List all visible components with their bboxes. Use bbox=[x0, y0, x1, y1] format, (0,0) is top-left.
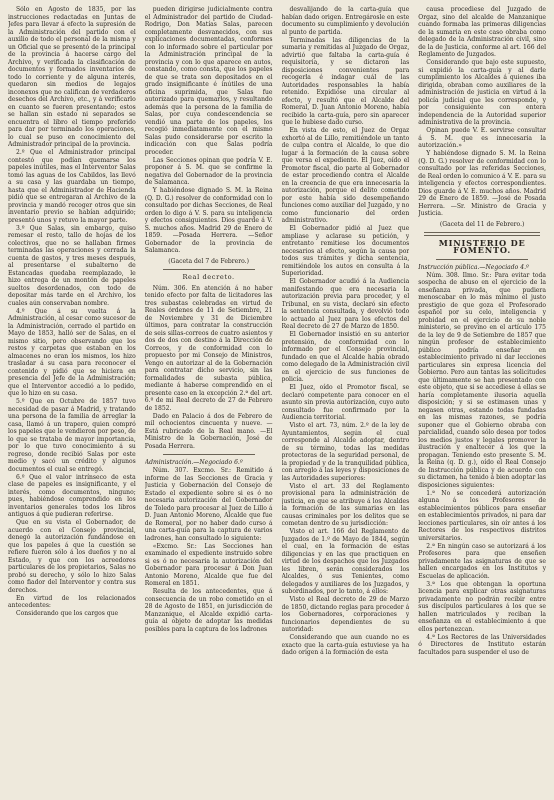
paragraph: Considerando que los cargos que bbox=[16, 610, 119, 617]
paragraph: Considerando que aun cuando no es exacto que la carta-guía estuviese ya ha dado origen á la formación de esta bbox=[281, 634, 410, 656]
paragraph: desvalijando de la carta-guía que habían dado origen. Entregárosle en este documento su cumplimiento y devolución al punto de partida. bbox=[281, 6, 410, 36]
section-label bbox=[145, 459, 273, 467]
column-3 bbox=[282, 6, 410, 800]
paragraph: Visto el art. 166 del Reglamento de Juzgados de 1.º de Mayo de 1844, según el cual, en la formación de estas diligencias y en las que practiquen en virtud de los despachos que los Juzgados les libren, serán considerados los Alcaldes, ó sus Tenientes, como delegados y auxiliares de los Juzgados, y subordinados, por lo tanto, á ellos: bbox=[281, 528, 410, 595]
paragraph: Núm. 307. Excmo. Sr.: Remitido á informe de las Secciones de Gracia y Justicia y Gobernación del Consejo de Estado el expediente sobre si es ó no necesaria autorización del Gobernador de Toledo para procesar al Juez de Lillo á D. Juan Antonio Moreno, Alcalde que fue de Romeral, por no haber dado curso á una carta-guía para la captura de varios ladrones, han consultado lo siguiente: bbox=[144, 467, 273, 542]
paragraph: Y habiéndose dignado S. M. la Reina (Q. D. G.) resolver de conformidad con lo consultado por las referidas Secciones, de Real orden lo comunico á V. E. para su inteligencia y efectos correspondientes. Dios guarde á V. E. muchos años. Madrid 29 de Enero de 1859. —José de Posada Herrera. —Sr. Ministro de Gracia y Justicia. bbox=[418, 150, 546, 217]
paragraph: 3.ª Los que obtengan la oportuna licencia para explicar otras asignaturas privadamente no podrán recibir entre sus discípulos particulares á los que se hallen matriculados y reciban la enseñanza en el establecimiento á que ellos pertenezcan. bbox=[418, 580, 546, 633]
section-label-text: Administración.—Negociado 6.º bbox=[144, 459, 243, 466]
paragraph: 1.ª No se concederá autorización alguna á los Profesores de establecimientos públicos para enseñar en establecimientos privados, ni para dar lecciones particulares, sin oír antes á los Rectores de los respectivos distritos universitarios. bbox=[418, 489, 546, 542]
separator-rule bbox=[436, 259, 528, 260]
gazette-date-note: (Gaceta del 11 de Febrero.) bbox=[439, 220, 525, 228]
ministry-heading: MINISTERIO DE FOMENTO. bbox=[438, 237, 526, 255]
paragraph: 6.º Que el valor intrínseco de esta clase de papeles es insignificante, y el interés, como documentos, ninguno; pues, habiéndose comprendido en los inventarios generales todos los libros antiguos á que pudieran referirse. bbox=[8, 473, 136, 518]
column-1 bbox=[8, 6, 136, 800]
paragraph: Núm. 308. Ilmo. Sr.: Para evitar toda sospecha de abuso en el ejercicio de la enseñanza privada, que pudiera menoscabar en lo más mínimo el justo prestigio de que goza el Profesorado español por su celo, inteligencia y probidad en el ejercicio de su noble ministerio, se previno en el artículo 175 de la ley de 9 de Setiembre de 1857 que ningún profesor de establecimiento público podría enseñar en establecimiento privado ni dar lecciones particulares sin expresa licencia del Gobierno. Pero aun tantas las solicitudes que últimamente se han presentado con este objeto, que si se accediese á ellas se haría completamente ilusoria aquella disposición; y si se estimasen unas y negasen otras, estando todas fundadas en las mismas razones, se podría suponer que el Gobierno obraba con parcialidad, cuando sólo desea por todos los medios justos y legales promover la ilustración y enaltecer á los que la propagan. Teniendo esto presente S. M. la Reina (q. D. g.), oído el Real Consejo de Instrucción pública y de acuerdo con su dictamen, ha tenido á bien adoptar las disposiciones siguientes: bbox=[418, 271, 546, 489]
paragraph: Visto el art. 33 del Reglamento provisional para la administración de justicia, en que se atribuye á los Alcaldes la formación de las sumarias en las causas criminales por los delitos que se cometan dentro de su jurisdicción: bbox=[281, 482, 410, 527]
double-separator-rule bbox=[424, 232, 540, 236]
section-label bbox=[418, 264, 546, 272]
gazette-date-note: (Gaceta del 7 de Febrero.) bbox=[168, 257, 249, 265]
paragraph: Que en su vista el Gobernador, de acuerdo con el Consejo provincial, denegó la autorización fundándose en que los papeles á que la cuestión se refiere fueron sólo á los dueños y no al Estado, y que con los acreedores particulares de los propietarios, Salas no probó su derecho, y sólo lo hizo Salas como fiador del Interventor y contra sus derechos. bbox=[8, 519, 136, 594]
paragraph: 2.ª En ningún caso se autorizará á los Profesores para que enseñen privadamente las asignaturas de que se hallen encargados en los Institutos y Escuelas de aplicación. bbox=[418, 542, 546, 580]
paragraph: Considerando que bajo este supuesto, si expidió la carta-guía y al darle cumplimiento los Alcaldes á quienes iba dirigida, obraban como auxiliares de la administración de justicia en virtud á la policía judicial que les corresponde, y por consiguiente con entera independencia de la Autoridad superior administrativa de la provincia. bbox=[418, 59, 546, 126]
paragraph: 4.º Que á su vuelta á la Administración, al cesar como sucesor de la Administración, cerrado el partido en Mayo de 1853, halló ser de Salas, en el mismo sitio, pero observando que los restos y carpetas que estaban en los almacenes no eran los mismos, los hizo trasladar á su casa para reconocer el contenido y pidió que se hiciera en presencia del Jefe de la Administración; que el Interventor accedió a lo pedido, que lo hizo en su casa. bbox=[8, 307, 136, 397]
paragraph: Sólo en Agosto de 1835, por las instrucciones redactadas en Juntas de Jefes para llevar á efecto la supresión de la Administración del partido con el auxilio de todo el personal de la misma y un Oficial que se presentó de la principal de la provincia á hacerse cargo del Archivo, y verificada la clasificación de documentos y formados inventarios de todo lo corriente y de alguna interés, quedaron sin medios de legajos inconexos que no califican de verdaderos desechos del Archivo, etc., y á verificarlo en cuanto se fueren presentando; estos se hallan sin estado ni separados se encuentra el libro el tiempo preferido para dar por terminado los operaciones, lo cual se puso en conocimiento del Administrador principal de la provincia. bbox=[8, 6, 136, 148]
separator-rule bbox=[163, 269, 255, 270]
paragraph: causa procediese del Juzgado de Orgaz, sino del alcalde de Manzanique cuando formaba las primeras diligencias de la sumaria en este caso obraba como delegado de la Administración civil, sino de la de Justicia, conforme al art. 166 del Reglamento de Juzgados. bbox=[418, 6, 546, 58]
paragraph: Las Secciones opinan que podría V. E. proponer á S. M. que se confirme la negativa del Gobernador de la provincia de Salamanca. bbox=[144, 156, 273, 186]
paragraph: Visto el art. 73, núm. 2.º de la ley de Ayuntamientos, según el cual corresponde al Alcalde adoptar, dentro de su término, todas las medidas protectoras de la seguridad personal, de la propiedad y de la tranquilidad pública, con arreglo á las leyes y disposiciones de las Autoridades superiores: bbox=[281, 422, 410, 482]
paragraph: 5.º Que en Octubre de 1857 tuvo necesidad de pasar á Madrid, y tratando una persona de la familia de arreglar la casa, llamó á un trapero, quien compró los papeles que le vendieron por peso, de lo que se trataba de mayor importancia, por lo que tuvo conocimiento á su regreso, donde recibió Salas por este medio y sacó un crédito y algunos documentos el cual se entregó. bbox=[8, 398, 136, 473]
paragraph: El Gobernador acudió á la Audiencia manifestando que era necesaria la autorización previa para proceder, y el Tribunal, en su vista, declaró sin efecto la sentencia consultada, y devolvió todo lo actuado al Juez para los efectos del Real decreto de 27 de Marzo de 1850. bbox=[281, 278, 410, 330]
column-grid bbox=[8, 6, 546, 800]
paragraph: 2.º Que el Administrador principal contestó que podían quemarse los papeles inútiles, mas el Interventor Salas tomó las aguas de los Cabildos, las llevó a su casa y las guardaba un tiempo, hasta que el Administrador de Hacienda pidió que se entregaran al Archivo de la provincia y mandó recoger otros que sin inventario previo se habían adquirido; presentó unos y retuvo la mayor parte. bbox=[8, 149, 136, 224]
paragraph: Dado en Palacio á dos de Febrero de mil ochocientos cincuenta y nueve. —Está rubricado de la Real mano. —El Ministro de la Gobernación, José de Posada Herrera. bbox=[144, 412, 273, 450]
paragraph: pueden dirigirse judicialmente contra el Administrador del partido de Ciudad-Rodrigo, Don Matías Salas, parecen completamente desvanecidos, con sus explicaciones documentadas, conformes con lo informado sobre el particular por la Administración principal de la provincia y con lo que aparece en autos, constando, como consta, que los papeles de que se trata son depositados en el grado insignificante é inútiles de una oficina suprimida, que Salas fue autorizado para quemarlos, y resultando además que la persona de la familia de Salas, por cuya condescendencia se vendió una parte de los papeles, los recogió inmediatamente con el mismo Salas pudo considerarse por escrito la indicación con que Salas podría proceder. bbox=[144, 6, 273, 156]
paragraph: Y habiéndose dignado S. M. la Reina (Q. D. G.) resolver de conformidad con lo consultado por dichas Secciones, de Real orden lo digo á V. S. para su inteligencia y efectos consiguientes. Dios guarde á V. S. muchos años. Madrid 29 de Enero de 1859. —Posada Herrera. —Señor Gobernador de la provincia de Salamanca. bbox=[144, 187, 273, 254]
paragraph: Núm. 306. En atención á no haber tenido efecto por falta de licitadores las tres subastas celebradas en virtud de Reales órdenes de 11 de Setiembre, 21 de Noviembre y 31 de Diciembre últimos, para contratar la construcción de seis sillas-correos de cuatro asientos y dos de dos con destino á la Dirección de Correos, y de conformidad con lo propuesto por mi Consejo de Ministros, Vengo en autorizar al de la Gobernación para contratar dicho servicio, sin las formalidades de subasta pública, mediante á haberse comprendido en el presente caso en la excepción 2.ª del art. 6.º de mi Real decreto de 27 de Febrero de 1852. bbox=[144, 284, 273, 412]
paragraph: Opinan puede V. E. servirse consultar á S. M. que es innecesaria la autorización.» bbox=[418, 127, 546, 149]
paragraph: En vista de esto, el Juez de Orgaz exhortó al de Lillo, remitiéndole un tanto de culpa contra el Alcalde, lo que dio lugar á la formación de la causa sobre que versa el expediente. El Juez, oído el Promotor fiscal, dio parte al Gobernador de estar procediendo contra el Alcalde en la creencia de que era innecesaria la autorización, porque el delito cometido por este había sido desempeñando funciones como auxiliar del Juzgado, y no como funcionario del orden administrativo. bbox=[281, 127, 410, 224]
section-heading: Real decreto. bbox=[182, 273, 235, 281]
column-4 bbox=[418, 6, 546, 800]
paragraph: El Juez, oído el Promotor fiscal, se declaró competente para conocer en el asunto sin previa autorización, cuyo auto consultado fue confirmado por la Audiencia territorial. bbox=[281, 384, 410, 421]
paragraph: El Gobernador pidió al Juez que ampliase y aclarase su petición, y entretanto remitiese los documentos necesarios al efecto, según la causa por todos sus trámites y dicha sentencia, remitiéndole los autos en consulta á la Superioridad. bbox=[281, 225, 410, 277]
paragraph: El Gobernador insistió en su anterior pretensión, de conformidad con lo informado por el Consejo provincial, fundado en que el Alcalde había obrado como delegado de la Administración civil en el ejercicio de sus funciones de policía. bbox=[281, 331, 410, 383]
column-2 bbox=[145, 6, 273, 800]
paragraph: 3.º Que Salas, sin embargo, quiso remesar el resto, tallo de hojas de los colectivos, que no se hallaban firmes terminadas las operaciones y cerrada la cuenta de gastos, y tres meses después, al presentarse el subalterno de Estancadas quedaba reemplazado, le hizo entrega de un montón de papeles sueltos desordenados, con todo de depositar más tarde en el Archivo, los cuales aún conservaban nombre. bbox=[8, 224, 136, 307]
paragraph: 4.ª Los Rectores de las Universidades ó Directores de Instituto estarán facultados para suspender el uso de bbox=[418, 633, 546, 656]
paragraph: En virtud de los relacionados antecedentes: bbox=[8, 594, 136, 609]
paragraph: Resulta de los antecedentes, que á consecuencia de un robo cometido en el 28 de Agosto de 1851, en jurisdicción de Manzanique, el Alcalde expidió carta-guía al objeto de adoptar las medidas posibles para la captura de los ladrones bbox=[144, 588, 273, 633]
paragraph: Terminadas las diligencias de la sumaria y remitidas al Juzgado de Orgaz, advirtió que faltaba la carta-guía é requisitoria, y se dictaron las disposiciones convenientes para recogerla é indagar cuál de las Autoridades responsables la había retenido. Expidióse una circular al efecto, y resultó que el Alcalde del Romeral, D. Juan Antonio Moreno, había recibido la carta-guía, pero sin aparecer que le hubiese dado curso. bbox=[281, 36, 410, 126]
paragraph: «Excmo. Sr.: Las Secciones han examinado el expediente instruido sobre si es ó no necesaria la autorización del Gobernador para procesar á Don Juan Antonio Moreno, Alcalde que fue del Romeral en 1851. bbox=[144, 542, 273, 587]
paragraph: Visto el Real decreto de 29 de Marzo de 1850, dictando reglas para proceder á los Gobernadores, corporaciones y funcionarios dependientes de su autoridad: bbox=[281, 596, 410, 633]
separator-rule bbox=[163, 454, 255, 455]
section-label-text: Instrucción pública.—Negociado 4.º bbox=[418, 263, 529, 271]
